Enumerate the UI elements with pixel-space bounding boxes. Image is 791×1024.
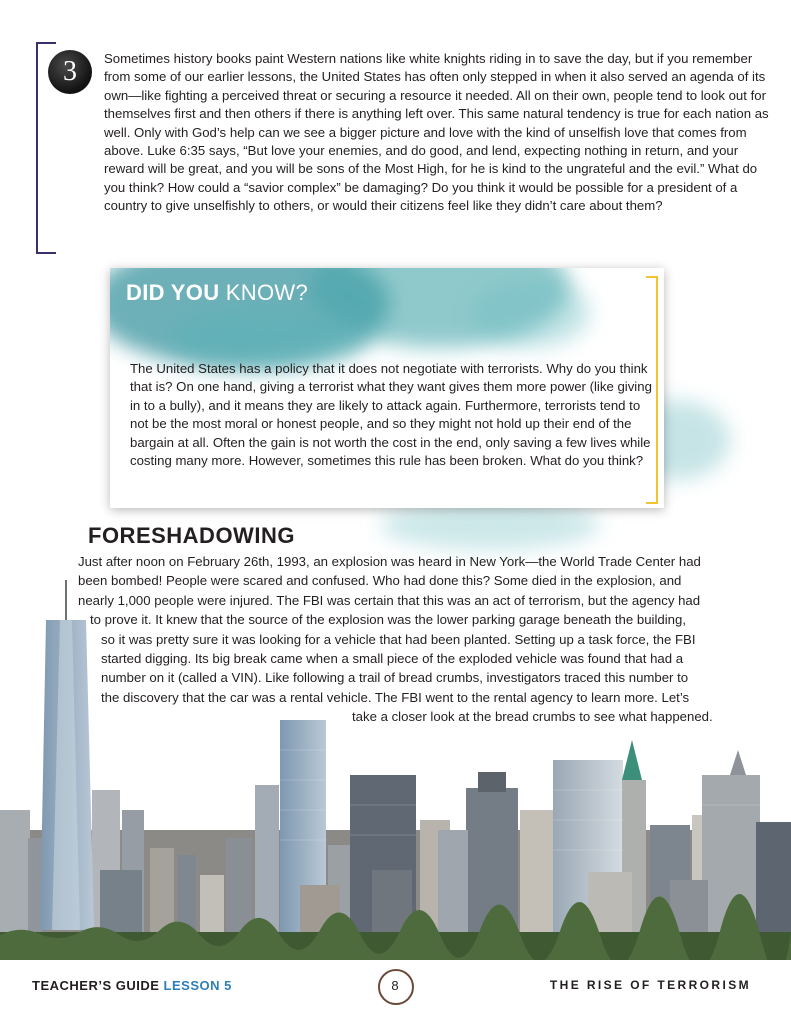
did-you-know-body: The United States has a policy that it does not negotiate with terrorists. Why do you think that is? On one hand, giving a terrorist what they want gives them more power (like giving in to a bully), and it means they are likely to attack again. Furthermore, terrorists tend to not be the most moral or honest people, and so they might not hold up their end of the bargain at all. Often the gain is not worth the cost in the end, only saving a few lives while costing many more. However, sometimes this rule has been broken. What do you think?	[130, 361, 652, 469]
foreshadowing-line: to prove it. It knew that the source of the explosion was the lower parking garage beneath the building,	[90, 612, 687, 627]
did-you-know-title: DID YOU KNOW?	[126, 280, 308, 305]
foreshadowing-line: been bombed! People were scared and confused. Who had done this? Some died in the explosion, and	[78, 573, 682, 588]
foreshadowing-line: Just after noon on February 26th, 1993, an explosion was heard in New York—the World Trade Center had	[78, 554, 701, 569]
foreshadowing-line: started digging. Its big break came when a small piece of the exploded vehicle was found that had a	[101, 651, 684, 666]
foreshadowing-title: FORESHADOWING	[88, 523, 295, 548]
foreshadowing-line: take a closer look at the bread crumbs to see what happened.	[352, 709, 713, 724]
section-3-paragraph: Sometimes history books paint Western nations like white knights riding in to save the day, but if you remember from some of our earlier lessons, the United States has often only stepped in when it also served an agenda of its own—like fighting a perceived threat or securing a resource it needed. All on their own, people tend to look out for themselves first and then others if there is anything left over. This same natural tendency is true for each nation as well. Only with God’s help can we see a bigger picture and love with the kind of unselfish love that comes from above. Luke 6:35 says, “But love your enemies, and do good, and lend, expecting nothing in return, and your reward will be great, and you will be sons of the Most High, for he is kind to the ungrateful and the evil.” What do you think? How could a “savior complex” be damaging? Do you think it would be possible for a president of a country to give unselfishly to others, or would their citizens feel like they didn’t care about them?	[104, 51, 769, 214]
did-you-know-card	[110, 268, 664, 508]
footer-guide-label: TEACHER’S GUIDE LESSON 5	[32, 978, 232, 993]
foreshadowing-line: the discovery that the car was a rental vehicle. The FBI went to the rental agency to learn more. Let’s	[101, 690, 690, 705]
footer-chapter-title: THE RISE OF TERRORISM	[549, 978, 751, 992]
foreshadowing-line: so it was pretty sure it was looking for a vehicle that had been planted. Setting up a task force, the FBI	[101, 632, 696, 647]
page-number: 8	[375, 966, 415, 1006]
section-number-badge: 3	[48, 50, 92, 94]
foreshadowing-line: number on it (called a VIN). Like following a trail of bread crumbs, investigators traced this number to	[101, 670, 689, 685]
foreshadowing-line: nearly 1,000 people were injured. The FBI was certain that this was an act of terrorism, but the agency had	[78, 593, 701, 608]
